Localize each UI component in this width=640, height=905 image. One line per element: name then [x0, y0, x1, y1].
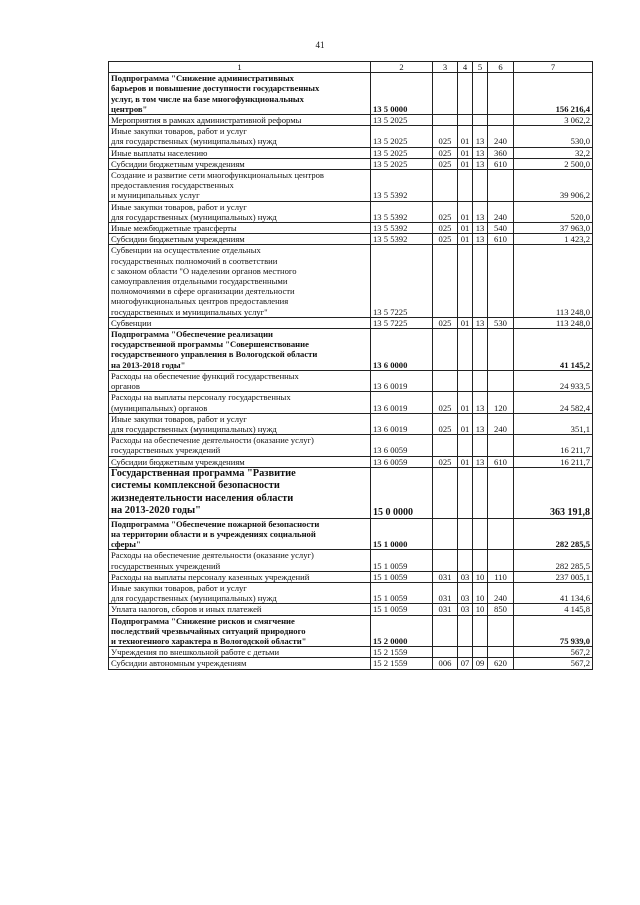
row-col-4: [458, 170, 473, 202]
row-code: 13 5 5392: [371, 223, 433, 234]
row-col-3: [433, 550, 458, 571]
row-name-line: для государственных (муниципальных) нужд: [111, 136, 277, 147]
row-col-6: 620: [488, 658, 514, 669]
row-code: 13 6 0059: [371, 435, 433, 456]
row-col-5: 13: [473, 147, 488, 158]
row-name: [109, 370, 371, 391]
row-col-6: [488, 245, 514, 317]
row-code: 15 0 0000: [371, 467, 433, 518]
table-row: [109, 615, 593, 647]
row-amount: 3 062,2: [514, 115, 593, 126]
row-col-4: 01: [458, 158, 473, 169]
row-col-6: 610: [488, 456, 514, 467]
row-col-5: [473, 518, 488, 550]
row-amount: 282 285,5: [514, 518, 593, 550]
row-amount: 75 939,0: [514, 615, 593, 647]
row-name-line: с законом области "О наделении органов местного: [111, 265, 297, 276]
row-col-3: [433, 245, 458, 317]
table-row: [109, 234, 593, 245]
row-col-5: [473, 170, 488, 202]
row-name: [109, 329, 371, 371]
row-col-6: 240: [488, 126, 514, 147]
row-code: 15 2 1559: [371, 647, 433, 658]
row-col-4: 07: [458, 658, 473, 669]
row-col-6: [488, 647, 514, 658]
page-number: 41: [315, 40, 325, 50]
row-col-3: [433, 615, 458, 647]
row-col-3: 006: [433, 658, 458, 669]
row-code: 13 5 2025: [371, 115, 433, 126]
row-name: [109, 456, 371, 467]
row-col-3: 025: [433, 201, 458, 222]
row-col-5: 10: [473, 582, 488, 603]
row-col-6: 850: [488, 604, 514, 615]
row-name: [109, 158, 371, 169]
row-col-6: 120: [488, 392, 514, 413]
row-name-line: Иные закупки товаров, работ и услуг: [111, 582, 247, 593]
row-col-4: [458, 550, 473, 571]
row-col-6: [488, 467, 514, 518]
row-col-3: 025: [433, 234, 458, 245]
header-col-7: 7: [514, 62, 593, 73]
row-amount: 41 145,2: [514, 329, 593, 371]
row-col-6: [488, 329, 514, 371]
row-name-line: и муниципальных услуг: [111, 190, 200, 201]
row-name-line: Субсидии бюджетным учреждениям: [111, 456, 245, 467]
table-row: [109, 317, 593, 328]
table-row: [109, 456, 593, 467]
table-row: [109, 467, 593, 518]
row-name: [109, 147, 371, 158]
row-col-4: [458, 435, 473, 456]
row-amount: 567,2: [514, 647, 593, 658]
row-amount: 2 500,0: [514, 158, 593, 169]
row-amount: 282 285,5: [514, 550, 593, 571]
row-name-line: на 2013-2020 годы": [111, 505, 201, 517]
row-amount: 1 423,2: [514, 234, 593, 245]
row-col-4: [458, 115, 473, 126]
row-amount: 16 211,7: [514, 456, 593, 467]
row-code: 15 1 0059: [371, 604, 433, 615]
table-row: [109, 571, 593, 582]
row-amount: 4 145,8: [514, 604, 593, 615]
row-col-3: 025: [433, 126, 458, 147]
row-code: 13 5 2025: [371, 126, 433, 147]
row-name-line: предоставления государственных: [111, 180, 234, 191]
row-name-line: органов: [111, 381, 140, 392]
row-name-line: центров": [111, 103, 148, 114]
row-name-line: Подпрограмма "Снижение рисков и смягчение: [111, 615, 295, 626]
row-col-3: 025: [433, 147, 458, 158]
row-name-line: Расходы на обеспечение деятельности (оказание услуг): [111, 435, 314, 446]
row-name-line: Субвенции: [111, 317, 152, 328]
table-row: [109, 245, 593, 317]
row-name: [109, 647, 371, 658]
row-col-4: 01: [458, 413, 473, 434]
row-amount: 16 211,7: [514, 435, 593, 456]
row-col-5: 10: [473, 604, 488, 615]
row-amount: 156 216,4: [514, 73, 593, 115]
table-body: [109, 73, 593, 669]
row-name-line: услуг, в том числе на базе многофункциональных: [111, 93, 304, 104]
row-col-6: [488, 170, 514, 202]
table-row: [109, 550, 593, 571]
row-amount: 363 191,8: [514, 467, 593, 518]
row-name: [109, 73, 371, 115]
table-row: [109, 582, 593, 603]
row-name-line: для государственных (муниципальных) нужд: [111, 423, 277, 434]
row-name-line: последствий чрезвычайных ситуаций природного: [111, 625, 306, 636]
row-name-line: государственной программы "Совершенствование: [111, 339, 309, 350]
row-col-6: 360: [488, 147, 514, 158]
row-col-6: 610: [488, 234, 514, 245]
row-name-line: государственных учреждений: [111, 560, 221, 571]
row-name-line: Субсидии бюджетным учреждениям: [111, 234, 245, 245]
row-col-4: 01: [458, 126, 473, 147]
row-col-4: 03: [458, 604, 473, 615]
row-amount: 32,2: [514, 147, 593, 158]
table-row: [109, 604, 593, 615]
table-row: [109, 158, 593, 169]
row-name-line: (муниципальных) органов: [111, 402, 208, 413]
row-name-line: Иные закупки товаров, работ и услуг: [111, 413, 247, 424]
row-name-line: многофункциональных центров предоставления: [111, 296, 289, 307]
row-col-6: 240: [488, 201, 514, 222]
row-col-4: 03: [458, 571, 473, 582]
row-name-line: Расходы на выплаты персоналу государственных: [111, 392, 291, 403]
row-col-4: 01: [458, 234, 473, 245]
row-col-5: 13: [473, 456, 488, 467]
row-code: 13 5 7225: [371, 245, 433, 317]
row-amount: 24 582,4: [514, 392, 593, 413]
row-name: [109, 392, 371, 413]
row-col-4: [458, 245, 473, 317]
row-code: 13 5 5392: [371, 201, 433, 222]
row-col-4: 01: [458, 147, 473, 158]
row-name-line: Мероприятия в рамках административной реформы: [111, 115, 302, 126]
row-name: [109, 615, 371, 647]
row-code: 13 5 0000: [371, 73, 433, 115]
row-amount: 41 134,6: [514, 582, 593, 603]
row-amount: 113 248,0: [514, 317, 593, 328]
table-row: [109, 170, 593, 202]
row-name-line: Учреждения по внешкольной работе с детьми: [111, 647, 280, 658]
row-col-5: 13: [473, 234, 488, 245]
row-col-5: [473, 615, 488, 647]
row-name-line: Субсидии автономным учреждениям: [111, 658, 247, 669]
row-col-5: [473, 329, 488, 371]
row-col-5: [473, 647, 488, 658]
row-col-5: 13: [473, 158, 488, 169]
row-col-3: [433, 467, 458, 518]
row-amount: 24 933,5: [514, 370, 593, 391]
row-name-line: Субсидии бюджетным учреждениям: [111, 158, 245, 169]
row-name: [109, 518, 371, 550]
row-col-4: [458, 647, 473, 658]
row-col-4: [458, 370, 473, 391]
row-col-6: [488, 73, 514, 115]
row-code: 13 5 2025: [371, 158, 433, 169]
row-name: [109, 234, 371, 245]
row-col-5: 13: [473, 126, 488, 147]
header-col-2: 2: [371, 62, 433, 73]
row-code: 13 6 0059: [371, 456, 433, 467]
row-name: [109, 571, 371, 582]
row-code: 13 6 0019: [371, 370, 433, 391]
table-row: [109, 658, 593, 669]
row-name-line: Расходы на выплаты персоналу казенных учреждений: [111, 571, 310, 582]
row-col-5: 13: [473, 392, 488, 413]
header-col-5: 5: [473, 62, 488, 73]
row-name: [109, 245, 371, 317]
row-col-4: [458, 518, 473, 550]
row-col-6: [488, 115, 514, 126]
row-name-line: Субвенции на осуществление отдельных: [111, 245, 261, 256]
row-name-line: Государственная программа "Развитие: [111, 467, 296, 479]
row-name: [109, 658, 371, 669]
row-col-3: 025: [433, 413, 458, 434]
row-col-3: 025: [433, 317, 458, 328]
row-col-5: [473, 115, 488, 126]
row-name-line: Создание и развитие сети многофункциональных центров: [111, 170, 324, 181]
row-col-5: 13: [473, 223, 488, 234]
table-row: [109, 126, 593, 147]
row-col-4: 01: [458, 317, 473, 328]
row-name: [109, 317, 371, 328]
row-name-line: государственных полномочий в соответствии: [111, 255, 278, 266]
row-col-6: [488, 370, 514, 391]
row-name-line: Подпрограмма "Снижение административных: [111, 73, 294, 84]
row-col-5: 13: [473, 201, 488, 222]
row-col-3: [433, 370, 458, 391]
row-name-line: государственных учреждений: [111, 445, 221, 456]
row-col-3: 025: [433, 392, 458, 413]
table-row: [109, 147, 593, 158]
row-name-line: государственного управления в Вологодской области: [111, 349, 318, 360]
row-col-6: [488, 435, 514, 456]
row-name-line: и техногенного характера в Вологодской области": [111, 635, 307, 646]
row-name-line: сферы": [111, 539, 141, 550]
row-col-6: 530: [488, 317, 514, 328]
table-row: [109, 201, 593, 222]
row-name: [109, 550, 371, 571]
table-row: [109, 413, 593, 434]
row-name-line: государственных и муниципальных услуг": [111, 306, 268, 317]
row-col-4: [458, 615, 473, 647]
row-col-4: 01: [458, 456, 473, 467]
row-col-3: 025: [433, 456, 458, 467]
row-col-3: 031: [433, 582, 458, 603]
row-name-line: Расходы на обеспечение деятельности (оказание услуг): [111, 550, 314, 561]
row-name-line: барьеров и повышение доступности государственных: [111, 83, 320, 94]
row-code: 13 5 2025: [371, 147, 433, 158]
row-col-3: [433, 115, 458, 126]
row-name-line: Подпрограмма "Обеспечение реализации: [111, 329, 273, 340]
row-name-line: Иные закупки товаров, работ и услуг: [111, 201, 247, 212]
row-amount: 113 248,0: [514, 245, 593, 317]
row-amount: 351,1: [514, 413, 593, 434]
row-name: [109, 201, 371, 222]
row-name-line: жизнедеятельности населения области: [111, 492, 294, 504]
row-name-line: Уплата налогов, сборов и иных платежей: [111, 604, 262, 615]
row-code: 13 6 0019: [371, 392, 433, 413]
row-col-4: [458, 467, 473, 518]
row-col-3: [433, 518, 458, 550]
row-col-5: [473, 467, 488, 518]
row-col-3: [433, 647, 458, 658]
row-col-6: 540: [488, 223, 514, 234]
table-row: [109, 435, 593, 456]
header-col-6: 6: [488, 62, 514, 73]
row-code: 15 1 0059: [371, 571, 433, 582]
row-col-4: 03: [458, 582, 473, 603]
table-row: [109, 115, 593, 126]
row-amount: 39 906,2: [514, 170, 593, 202]
row-name-line: на 2013-2018 годы": [111, 359, 186, 370]
row-col-6: [488, 550, 514, 571]
row-code: 13 6 0019: [371, 413, 433, 434]
row-name-line: Иные выплаты населению: [111, 147, 208, 158]
table-row: [109, 223, 593, 234]
table-row: [109, 370, 593, 391]
row-col-5: [473, 245, 488, 317]
table-row: [109, 647, 593, 658]
row-name-line: Иные межбюджетные трансферты: [111, 223, 237, 234]
row-col-4: [458, 329, 473, 371]
row-col-6: [488, 615, 514, 647]
row-code: 13 5 5392: [371, 170, 433, 202]
row-name: [109, 126, 371, 147]
row-code: 15 1 0059: [371, 582, 433, 603]
row-name: [109, 115, 371, 126]
row-name: [109, 435, 371, 456]
row-name: [109, 223, 371, 234]
row-amount: 520,0: [514, 201, 593, 222]
row-col-5: 10: [473, 571, 488, 582]
header-row: [109, 62, 593, 73]
row-name-line: самоуправления отдельными государственными: [111, 276, 288, 287]
row-col-6: [488, 518, 514, 550]
row-name-line: Иные закупки товаров, работ и услуг: [111, 126, 247, 137]
row-code: 15 1 0059: [371, 550, 433, 571]
row-name: [109, 170, 371, 202]
table-row: [109, 392, 593, 413]
row-amount: 237 005,1: [514, 571, 593, 582]
table-row: [109, 329, 593, 371]
header-col-1: 1: [109, 62, 371, 73]
row-col-5: 13: [473, 413, 488, 434]
header-col-3: 3: [433, 62, 458, 73]
row-col-3: 025: [433, 158, 458, 169]
row-col-5: [473, 435, 488, 456]
row-col-6: 110: [488, 571, 514, 582]
row-code: 15 2 1559: [371, 658, 433, 669]
row-name-line: полномочиями в сфере организации деятельности: [111, 286, 295, 297]
row-name-line: для государственных (муниципальных) нужд: [111, 593, 277, 604]
budget-table: [108, 61, 593, 670]
row-amount: 37 963,0: [514, 223, 593, 234]
row-code: 15 2 0000: [371, 615, 433, 647]
row-col-3: [433, 73, 458, 115]
row-code: 13 5 5392: [371, 234, 433, 245]
table-row: [109, 518, 593, 550]
row-code: 13 6 0000: [371, 329, 433, 371]
row-col-3: 031: [433, 571, 458, 582]
row-name-line: на территории области и в учреждениях социальной: [111, 528, 316, 539]
row-col-3: 031: [433, 604, 458, 615]
row-col-5: 13: [473, 317, 488, 328]
row-col-5: [473, 370, 488, 391]
row-col-5: [473, 73, 488, 115]
row-col-3: [433, 329, 458, 371]
row-col-3: 025: [433, 223, 458, 234]
row-name: [109, 467, 371, 518]
row-col-6: 610: [488, 158, 514, 169]
row-name: [109, 604, 371, 615]
header-col-4: 4: [458, 62, 473, 73]
row-code: 13 5 7225: [371, 317, 433, 328]
row-col-4: 01: [458, 223, 473, 234]
row-col-3: [433, 435, 458, 456]
table-row: [109, 73, 593, 115]
row-col-4: 01: [458, 392, 473, 413]
row-name-line: Расходы на обеспечение функций государственных: [111, 370, 299, 381]
row-amount: 567,2: [514, 658, 593, 669]
row-name: [109, 413, 371, 434]
row-col-6: 240: [488, 582, 514, 603]
row-col-4: [458, 73, 473, 115]
row-col-4: 01: [458, 201, 473, 222]
row-name-line: системы комплексной безопасности: [111, 480, 280, 492]
row-col-3: [433, 170, 458, 202]
row-col-6: 240: [488, 413, 514, 434]
row-col-5: 09: [473, 658, 488, 669]
row-code: 15 1 0000: [371, 518, 433, 550]
row-name-line: Подпрограмма "Обеспечение пожарной безопасности: [111, 518, 320, 529]
row-name: [109, 582, 371, 603]
row-name-line: для государственных (муниципальных) нужд: [111, 211, 277, 222]
row-col-5: [473, 550, 488, 571]
row-amount: 530,0: [514, 126, 593, 147]
